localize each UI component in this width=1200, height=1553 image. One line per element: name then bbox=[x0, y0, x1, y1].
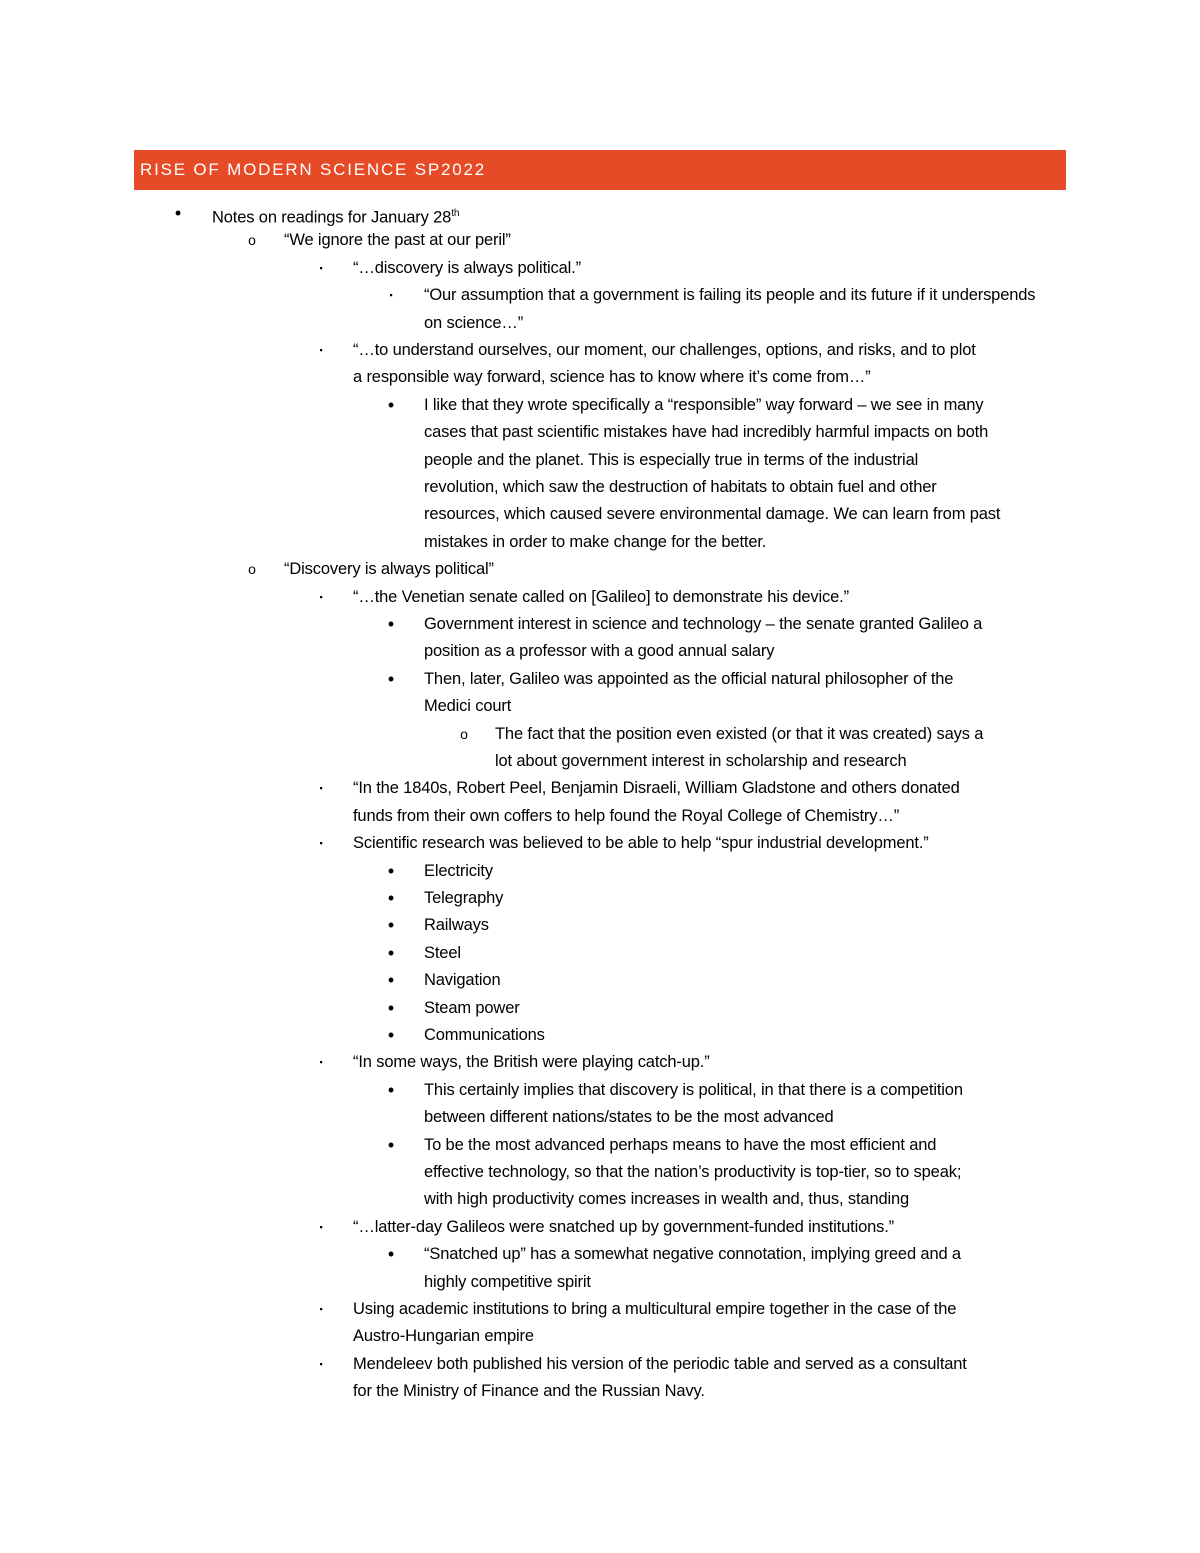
bullet-dot-icon: • bbox=[387, 1079, 395, 1100]
note-text-line: “…latter-day Galileos were snatched up by government-funded institutions.” bbox=[353, 1217, 895, 1236]
note-text-line: for the Ministry of Finance and the Russian Navy. bbox=[353, 1382, 705, 1401]
bullet-square-icon: ▪ bbox=[319, 262, 323, 273]
note-text-line: revolution, which saw the destruction of habitats to obtain fuel and other bbox=[424, 478, 937, 496]
bullet-dot-icon: • bbox=[387, 614, 395, 634]
bullet-square-icon: ▪ bbox=[319, 783, 323, 794]
bullet-circle-icon: o bbox=[248, 232, 256, 249]
note-text-line: “In the 1840s, Robert Peel, Benjamin Disraeli, William Gladstone and others donated bbox=[353, 779, 960, 798]
note-text-line: effective technology, so that the nation’s productivity is top-tier, so to speak; bbox=[424, 1163, 962, 1181]
note-text-line: Telegraphy bbox=[424, 889, 504, 907]
note-text-line: “Snatched up” has a somewhat negative connotation, implying greed and a bbox=[424, 1245, 961, 1264]
note-text-line: Scientific research was believed to be able to help “spur industrial development.” bbox=[353, 834, 929, 853]
bullet-square-icon: ▪ bbox=[319, 591, 323, 602]
bullet-square-icon: ▪ bbox=[319, 1057, 323, 1068]
bullet-dot-icon: • bbox=[174, 203, 182, 223]
note-text-line: “…the Venetian senate called on [Galileo] to demonstrate his device.” bbox=[353, 587, 849, 606]
note-text-line: “…to understand ourselves, our moment, our challenges, options, and risks, and to plot bbox=[353, 341, 976, 359]
bullet-dot-icon: • bbox=[387, 860, 395, 881]
bullet-dot-icon: • bbox=[387, 970, 395, 991]
note-text-line: “Discovery is always political” bbox=[284, 560, 494, 579]
bullet-dot-icon: • bbox=[387, 668, 395, 689]
bullet-square-icon: ▪ bbox=[319, 1304, 323, 1314]
bullet-dot-icon: • bbox=[387, 915, 395, 936]
bullet-dot-icon: • bbox=[387, 1134, 395, 1155]
ordinal-suffix: th bbox=[451, 208, 460, 219]
note-text-line: The fact that the position even existed (or that it was created) says a bbox=[495, 724, 984, 743]
note-text-line: This certainly implies that discovery is political, in that there is a competition bbox=[424, 1080, 963, 1099]
note-text-line: resources, which caused severe environmental damage. We can learn from past bbox=[424, 505, 1001, 524]
bullet-dot-icon: • bbox=[387, 888, 395, 908]
bullet-dot-icon: • bbox=[387, 997, 395, 1018]
note-text-line: position as a professor with a good annual salary bbox=[424, 642, 775, 661]
note-text-line: I like that they wrote specifically a “responsible” way forward – we see in many bbox=[424, 395, 984, 414]
note-text-line: Electricity bbox=[424, 861, 493, 880]
bullet-dot-icon: • bbox=[387, 1244, 395, 1265]
note-text-line: Steel bbox=[424, 943, 461, 962]
bullet-square-icon: ▪ bbox=[319, 345, 323, 355]
note-text-line: Notes on readings for January 28th bbox=[212, 208, 460, 227]
note-text-line: Mendeleev both published his version of the periodic table and served as a consultant bbox=[353, 1354, 967, 1373]
note-text-line: “We ignore the past at our peril” bbox=[284, 231, 511, 250]
bullet-dot-icon: • bbox=[387, 394, 395, 415]
bullet-dot-icon: • bbox=[387, 1025, 395, 1045]
bullet-square-icon: ▪ bbox=[319, 1358, 323, 1369]
bullet-square-icon: ▪ bbox=[319, 1221, 323, 1232]
page-title: RISE OF MODERN SCIENCE SP2022 bbox=[140, 160, 486, 179]
bullet-dot-icon: • bbox=[387, 942, 395, 963]
note-text-line: “In some ways, the British were playing catch-up.” bbox=[353, 1053, 710, 1072]
note-text-line: mistakes in order to make change for the better. bbox=[424, 532, 767, 551]
bullet-circle-icon: o bbox=[248, 561, 256, 578]
note-text-line: Steam power bbox=[424, 998, 520, 1017]
note-text-line: To be the most advanced perhaps means to have the most efficient and bbox=[424, 1135, 937, 1154]
note-text-line: Government interest in science and technology – the senate granted Galileo a bbox=[424, 615, 983, 633]
note-text-line: people and the planet. This is especially true in terms of the industrial bbox=[424, 450, 919, 469]
note-text-line: lot about government interest in scholarship and research bbox=[495, 752, 907, 770]
note-text-line: cases that past scientific mistakes have had incredibly harmful impacts on both bbox=[424, 423, 989, 442]
note-text-line: funds from their own coffers to help found the Royal College of Chemistry…” bbox=[353, 806, 900, 825]
note-text-line: “…discovery is always political.” bbox=[353, 258, 581, 277]
bullet-square-icon: ▪ bbox=[389, 290, 393, 301]
note-text-line: Communications bbox=[424, 1026, 545, 1044]
note-text-line: highly competitive spirit bbox=[424, 1272, 591, 1291]
note-text-line: on science…” bbox=[424, 313, 524, 332]
note-text-line: a responsible way forward, science has to know where it’s come from…” bbox=[353, 368, 871, 387]
note-text-line: between different nations/states to be the most advanced bbox=[424, 1108, 834, 1127]
note-text-line: Medici court bbox=[424, 697, 512, 716]
note-text-line: Then, later, Galileo was appointed as the official natural philosopher of the bbox=[424, 669, 954, 688]
note-text-line: Railways bbox=[424, 916, 489, 935]
title-banner bbox=[134, 150, 1066, 190]
note-text-line: with high productivity comes increases in wealth and, thus, standing bbox=[424, 1190, 910, 1209]
bullet-circle-icon: o bbox=[460, 725, 468, 742]
note-text-line: Austro-Hungarian empire bbox=[353, 1327, 534, 1346]
note-text-line: Using academic institutions to bring a multicultural empire together in the case of the bbox=[353, 1300, 957, 1318]
note-text-line: Navigation bbox=[424, 971, 501, 990]
note-text-line: “Our assumption that a government is failing its people and its future if it underspends bbox=[424, 286, 1036, 305]
bullet-square-icon: ▪ bbox=[319, 838, 323, 849]
